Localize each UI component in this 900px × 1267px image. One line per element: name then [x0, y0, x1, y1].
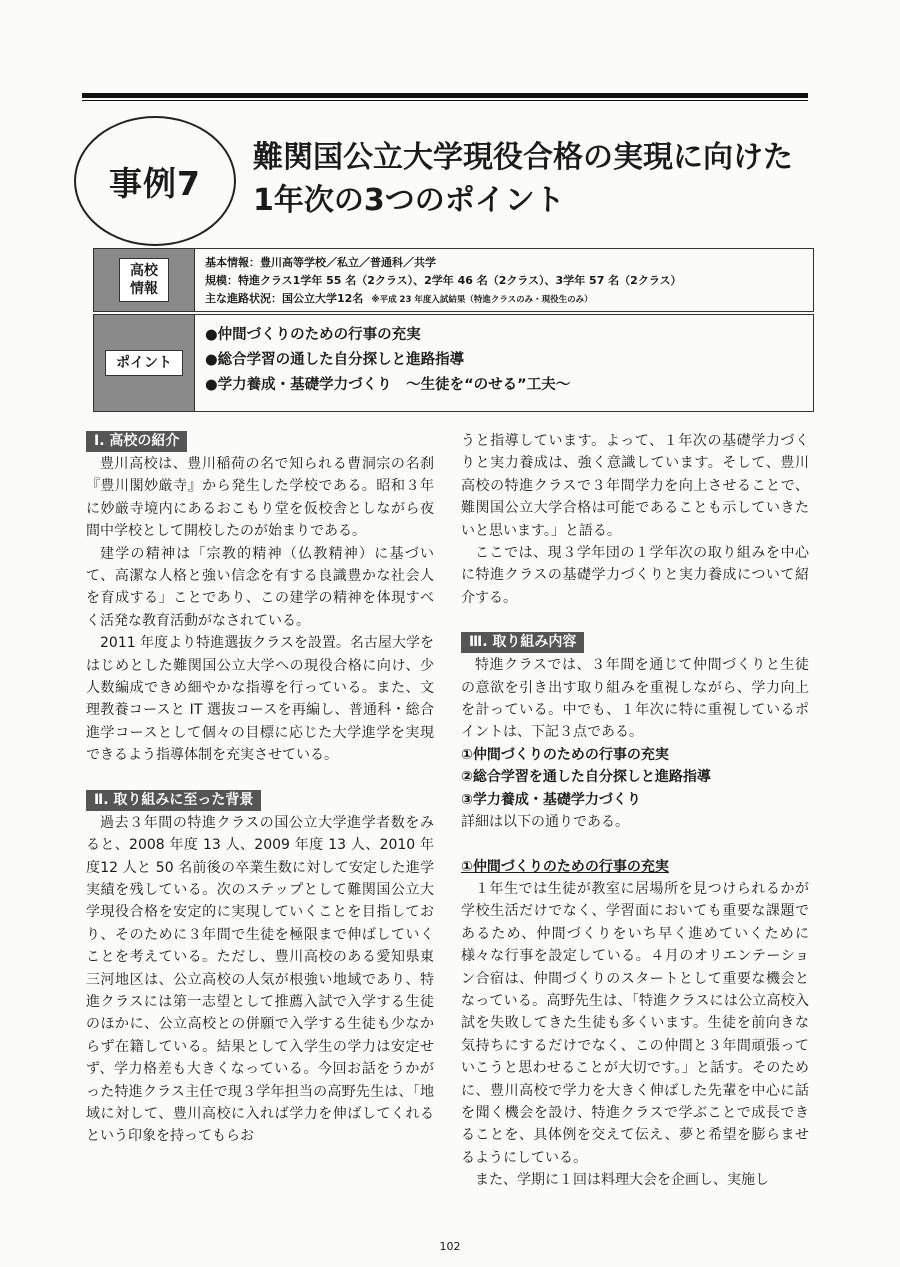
paragraph: 建学の精神は「宗教的精神（仏教精神）に基づいて、高潔な人格と強い信念を有する良識豊かな社会人を育成する」ことであり、この建学の精神を体現すべく活発な教育活動がなされている。: [86, 545, 434, 629]
school-info-tag-cell: [94, 249, 195, 311]
paragraph: ここでは、現３学年団の１学年次の取り組みを中心に特進クラスの基礎学力づくりと実力養成について紹介する。: [461, 545, 809, 606]
top-rule: [82, 93, 808, 98]
tag-line-1: 高校: [130, 263, 158, 279]
page-number: 102: [439, 1240, 461, 1253]
info-career-text: 主な進路状況：国公立大学12名: [205, 292, 364, 305]
paragraph: 過去３年間の特進クラスの国公立大学進学者数をみると、2008 年度 13 人、2009 年度 13 人、2010 年度12 人と 50 名前後の卒業生数に対して安定した進学実績を残している。次のステップとして難関国公立大学現役合格を安定的に実現していくことを目指しており、そのために３年間で生徒を極限まで伸ばしていくことを考えている。ただし、豊川高校のある愛知県東三河地区は、公立高校の人気が根強い地域であり、特進クラスには第一志望として推薦入試で入学する生徒のほかに、公立高校との併願で入学する生徒も少なからず在籍している。結果として入学生の学力は安定せず、学力格差も大きくなっている。今回お話をうかがった特進クラス主任で現３学年担当の高野先生は、「地域に対して、豊川高校に入れば学力を伸ばしてくれるという印象を持ってもらお: [86, 814, 434, 1145]
school-info-box: [93, 248, 814, 312]
paragraph: 豊川高校は、豊川稲荷の名で知られる曹洞宗の名刹『豊川閣妙厳寺』から発生した学校である。昭和３年に妙厳寺境内にあるおこもり堂を仮校舎としながら夜間中学校として開校したのが始まりである。: [86, 456, 434, 540]
sub-heading: ①仲間づくりのための行事の充実: [461, 858, 669, 875]
top-rule-thin: [82, 100, 808, 101]
info-career: [205, 290, 682, 309]
points-list: [195, 315, 580, 411]
paragraph: 詳細は以下の通りである。: [461, 814, 629, 831]
right-column: [461, 430, 809, 1192]
info-career-note: ※平成 23 年度入試結果（特進クラスのみ・現役生のみ）: [371, 295, 593, 305]
points-tag: ポイント: [105, 350, 183, 376]
paragraph: １年生では生徒が教室に居場所を見つけられるかが学校生活だけでなく、学習面においても重要な課題であるため、仲間づくりをいち早く進めていくために様々な行事を設定している。４月のオリエンテーション合宿は、仲間づくりのスタートとして重要な機会となっている。高野先生は、「特進クラスには公立高校入試を失敗してきた生徒も多くいます。生徒を前向きな気持ちにするだけでなく、この仲間と３年間頑張っていこうと思わせることが大切です。」と話す。そのために、豊川高校で学力を大きく伸ばした先輩を中心に話を聞く機会を設け、特進クラスで学ぶことで成長できることを、具体例を交えて伝え、夢と希望を膨らませるようにしている。: [461, 880, 809, 1166]
paragraph: うと指導しています。よって、１年次の基礎学力づくりと実力養成は、強く意識しています。そして、豊川高校の特進クラスで３年間学力を向上させることで、難関国公立大学合格は可能であることも示していきたいと思います。」と語る。: [461, 433, 809, 539]
paragraph: 2011 年度より特進選抜クラスを設置。名古屋大学をはじめとした難関国公立大学への現役合格に向け、少人数編成できめ細やかな指導を行っている。また、文理教養コースと IT 選抜コースを再編し、普通科・総合進学コースとして個々の目標に応じた大学進学を実現できるよう指導体制を充実させている。: [86, 635, 434, 764]
point-item: ●学力養成・基礎学力づくり ～生徒を“のせる”工夫～: [205, 377, 571, 393]
title-line-2: 1年次の3つのポイント: [253, 183, 565, 218]
page-title: [253, 136, 793, 222]
list-item: ②総合学習を通した自分探しと進路指導: [461, 769, 711, 786]
point-item: ●仲間づくりのための行事の充実: [205, 327, 421, 343]
list-item: ①仲間づくりのための行事の充実: [461, 746, 669, 763]
case-label: 事例7: [74, 116, 236, 246]
section-heading: Ⅰ. 高校の紹介: [86, 431, 187, 452]
paragraph: また、学期に１回は料理大会を企画し、実施し: [475, 1172, 769, 1189]
points-box: [93, 314, 814, 412]
section-heading: Ⅲ. 取り組み内容: [461, 632, 584, 653]
left-column: [86, 430, 434, 1148]
points-tag-cell: [94, 315, 195, 411]
school-info-tag: [119, 258, 169, 302]
tag-line-2: 情報: [130, 281, 158, 297]
info-scale: 規模：特進クラス1学年 55 名（2クラス）、2学年 46 名（2クラス）、3学年 57 名（2クラス）: [205, 274, 682, 287]
title-line-1: 難関国公立大学現役合格の実現に向けた: [253, 140, 793, 175]
paragraph: 特進クラスでは、３年間を通じて仲間づくりと生徒の意欲を引き出す取り組みを重視しながら、学力向上を計っている。中でも、１年次に特に重視しているポイントは、下記３点である。: [461, 657, 809, 741]
section-heading: Ⅱ. 取り組みに至った背景: [86, 790, 261, 811]
school-info-text: [195, 249, 692, 311]
info-basic: 基本情報：豊川高等学校／私立／普通科／共学: [205, 256, 436, 269]
list-item: ③学力養成・基礎学力づくり: [461, 791, 641, 808]
point-item: ●総合学習の通した自分探しと進路指導: [205, 352, 465, 368]
